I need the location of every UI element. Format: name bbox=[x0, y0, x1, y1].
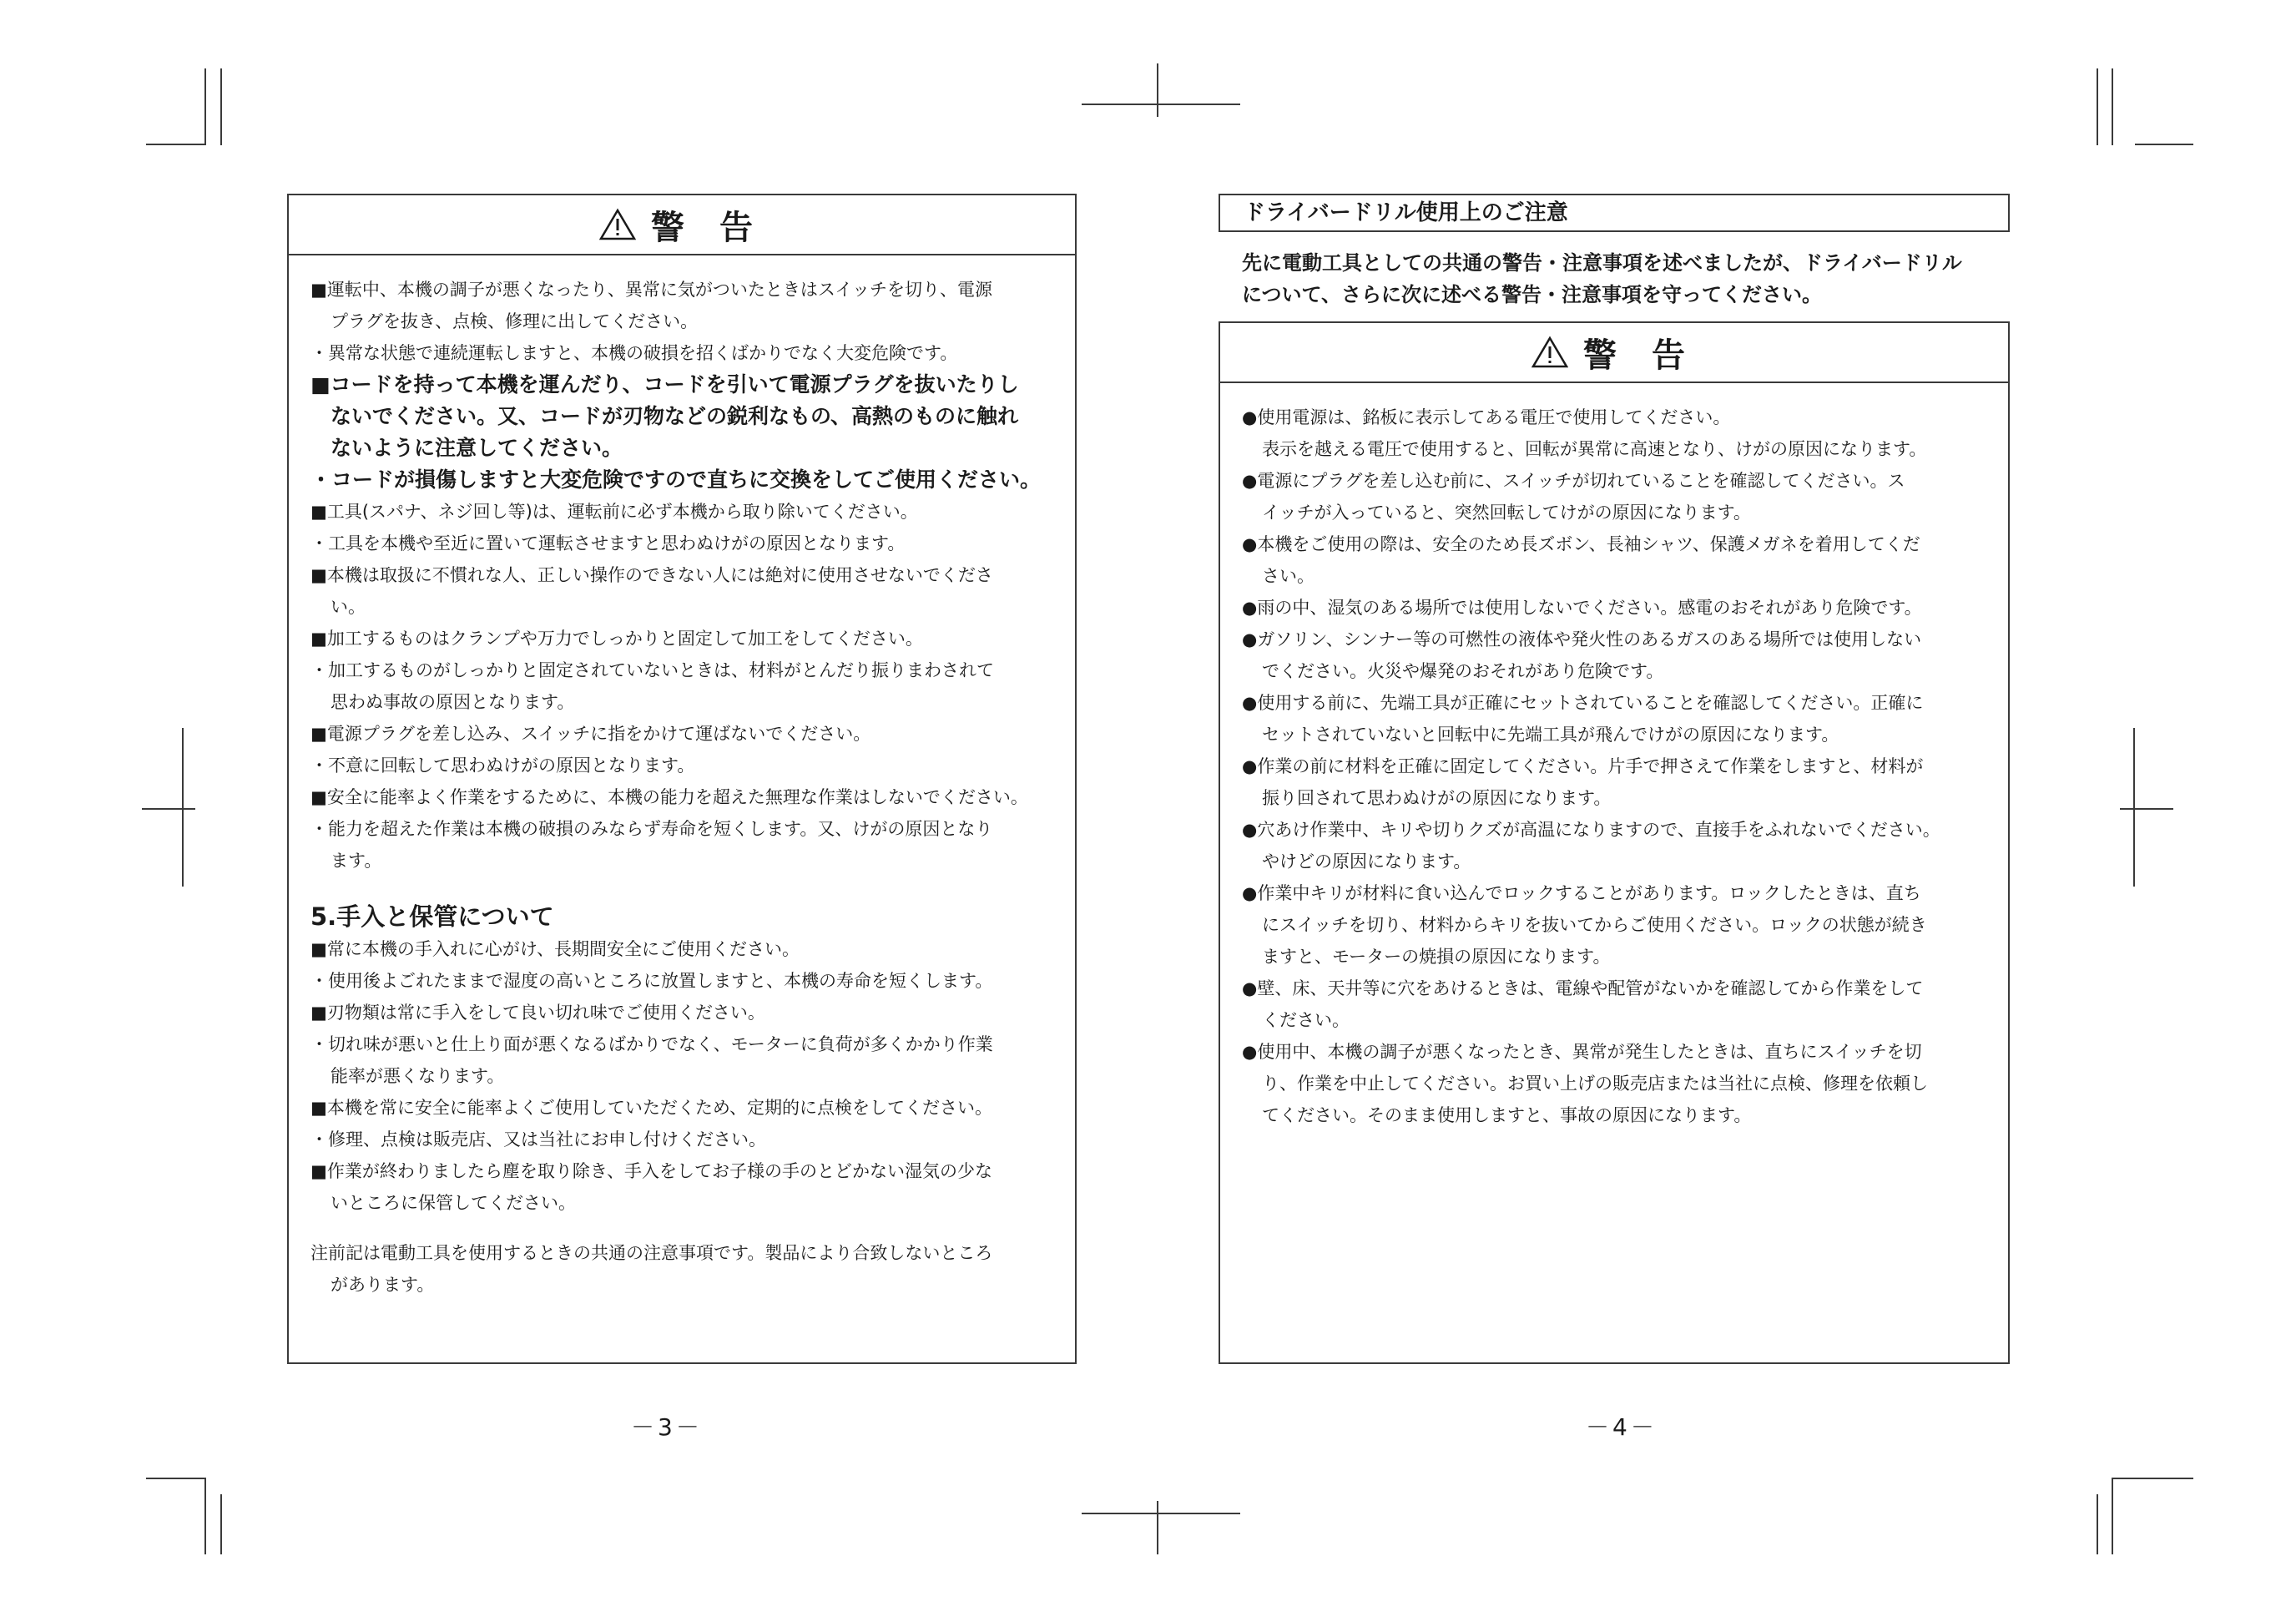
right-intro bbox=[1242, 247, 2010, 311]
text-line: ■本機を常に安全に能率よくご使用していただくため、定期的に点検をしてください。 bbox=[310, 1098, 992, 1118]
text-line: ・工具を本機や至近に置いて運転させますと思わぬけがの原因となります。 bbox=[310, 533, 906, 553]
right-warning-title: 警 告 bbox=[1583, 336, 1697, 375]
text-line: ●ガソリン、シンナー等の可燃性の液体や発火性のあるガスのある場所では使用しない bbox=[1242, 629, 1922, 649]
page-number-left: －3－ bbox=[631, 1413, 703, 1441]
left-warning-title: 警 告 bbox=[651, 208, 764, 247]
text-line: ・加工するものがしっかりと固定されていないときは、材料がとんだり振りまわされて bbox=[310, 660, 994, 680]
text-line: ●本機をご使用の際は、安全のため長ズボン、長袖シャツ、保護メガネを着用してくだ bbox=[1242, 534, 1920, 554]
text-line: セットされていないと回転中に先端工具が飛んでけがの原因になります。 bbox=[1262, 725, 1839, 745]
text-line: 思わぬ事故の原因となります。 bbox=[331, 692, 575, 712]
text-line: ■運転中、本機の調子が悪くなったり、異常に気がついたときはスイッチを切り、電源 bbox=[310, 280, 992, 300]
text-line: い。 bbox=[331, 597, 366, 617]
left-warning-header bbox=[289, 195, 1075, 255]
text-line: イッチが入っていると、突然回転してけがの原因になります。 bbox=[1262, 503, 1751, 523]
right-warning-panel bbox=[1219, 321, 2010, 1364]
text-line: ●使用電源は、銘板に表示してある電圧で使用してください。 bbox=[1242, 407, 1731, 427]
right-section-title: ドライバードリル使用上のご注意 bbox=[1219, 194, 2010, 232]
page-number-right: －4－ bbox=[1586, 1413, 1658, 1441]
text-line: ・不意に回転して思わぬけがの原因となります。 bbox=[310, 755, 695, 776]
text-line: ●作業中キリが材料に食い込んでロックすることがあります。ロックしたときは、直ち bbox=[1242, 883, 1921, 903]
right-warning-header bbox=[1220, 323, 2008, 383]
intro-line: 先に電動工具としての共通の警告・注意事項を述べましたが、ドライバードリル bbox=[1242, 251, 1962, 275]
text-line: ●壁、床、天井等に穴をあけるときは、電線や配管がないかを確認してから作業をして bbox=[1242, 978, 1924, 998]
warning-triangle-icon bbox=[1532, 336, 1568, 369]
text-line: 注前記は電動工具を使用するときの共通の注意事項です。製品により合致しないところ bbox=[310, 1243, 993, 1263]
text-line: ・コードが損傷しますと大変危険ですので直ちに交換をしてご使用ください。 bbox=[310, 467, 1042, 492]
right-warning-content bbox=[1220, 383, 2008, 1131]
text-line: り、作業を中止してください。お買い上げの販売店または当社に点検、修理を依頼し bbox=[1262, 1074, 1928, 1094]
text-line: ますと、モーターの焼損の原因になります。 bbox=[1262, 947, 1611, 967]
text-line: 表示を越える電圧で使用すると、回転が異常に高速となり、けがの原因になります。 bbox=[1262, 439, 1927, 459]
text-line: ・切れ味が悪いと仕上り面が悪くなるばかりでなく、モーターに負荷が多くかかり作業 bbox=[310, 1034, 993, 1054]
text-line: ます。 bbox=[331, 851, 382, 871]
text-line: プラグを抜き、点検、修理に出してください。 bbox=[331, 311, 699, 331]
text-line: ■コードを持って本機を運んだり、コードを引いて電源プラグを抜いたりし bbox=[310, 372, 1019, 397]
text-line: ■安全に能率よく作業をするために、本機の能力を超えた無理な作業はしないでください。 bbox=[310, 787, 1028, 807]
text-line: ください。 bbox=[1262, 1010, 1350, 1030]
text-line: ●穴あけ作業中、キリや切りクズが高温になりますので、直接手をふれないでください。 bbox=[1242, 820, 1940, 840]
text-line: いところに保管してください。 bbox=[331, 1193, 576, 1213]
text-line: 振り回されて思わぬけがの原因になります。 bbox=[1262, 788, 1612, 808]
text-line: ■作業が終わりましたら塵を取り除き、手入をしてお子様の手のとどかない湿気の少な bbox=[310, 1161, 992, 1181]
text-line: ●使用中、本機の調子が悪くなったとき、異常が発生したときは、直ちにスイッチを切 bbox=[1242, 1042, 1922, 1062]
text-line: さい。 bbox=[1262, 566, 1315, 586]
left-warning-content bbox=[289, 255, 1075, 1301]
warning-triangle-icon bbox=[599, 208, 636, 241]
text-line: ●雨の中、湿気のある場所では使用しないでください。感電のおそれがあり危険です。 bbox=[1242, 598, 1922, 618]
note-block bbox=[310, 1237, 1053, 1301]
text-line: ■本機は取扱に不慣れな人、正しい操作のできない人には絶対に使用させないでくださ bbox=[310, 565, 993, 585]
text-line: ■電源プラグを差し込み、スイッチに指をかけて運ばないでください。 bbox=[310, 724, 871, 744]
text-line: やけどの原因になります。 bbox=[1262, 851, 1471, 872]
text-line: ないように注意してください。 bbox=[331, 436, 623, 460]
left-warning-panel bbox=[287, 194, 1077, 1364]
text-line: ■加工するものはクランプや万力でしっかりと固定して加工をしてください。 bbox=[310, 629, 923, 649]
section-title: 5.手入と保管について bbox=[310, 902, 554, 931]
text-line: ■常に本機の手入れに心がけ、長期間安全にご使用ください。 bbox=[310, 939, 800, 959]
intro-line: について、さらに次に述べる警告・注意事項を守ってください。 bbox=[1242, 283, 1823, 306]
text-line: があります。 bbox=[331, 1275, 435, 1295]
text-line: ■刃物類は常に手入をして良い切れ味でご使用ください。 bbox=[310, 1003, 765, 1023]
text-line: ●電源にプラグを差し込む前に、スイッチが切れていることを確認してください。ス bbox=[1242, 471, 1905, 491]
text-line: ●使用する前に、先端工具が正確にセットされていることを確認してください。正確に bbox=[1242, 693, 1924, 713]
text-line: ・異常な状態で連続運転しますと、本機の破損を招くばかりでなく大変危険です。 bbox=[310, 343, 958, 363]
text-line: ■工具(スパナ、ネジ回し等)は、運転前に必ず本機から取り除いてください。 bbox=[310, 502, 918, 522]
text-line: ・能力を超えた作業は本機の破損のみならず寿命を短くします。又、けがの原因となり bbox=[310, 819, 993, 839]
text-line: にスイッチを切り、材料からキリを抜いてからご使用ください。ロックの状態が続き bbox=[1262, 915, 1927, 935]
text-line: でください。火災や爆発のおそれがあり危険です。 bbox=[1262, 661, 1664, 681]
text-line: てください。そのまま使用しますと、事故の原因になります。 bbox=[1262, 1105, 1752, 1125]
text-line: ないでください。又、コードが刃物などの鋭利なもの、高熱のものに触れ bbox=[331, 404, 1019, 428]
text-line: 能率が悪くなります。 bbox=[331, 1066, 505, 1086]
text-line: ・修理、点検は販売店、又は当社にお申し付けください。 bbox=[310, 1129, 766, 1150]
text-line: ・使用後よごれたままで湿度の高いところに放置しますと、本機の寿命を短くします。 bbox=[310, 971, 993, 991]
text-line: ●作業の前に材料を正確に固定してください。片手で押さえて作業をしますと、材料が bbox=[1242, 756, 1924, 776]
